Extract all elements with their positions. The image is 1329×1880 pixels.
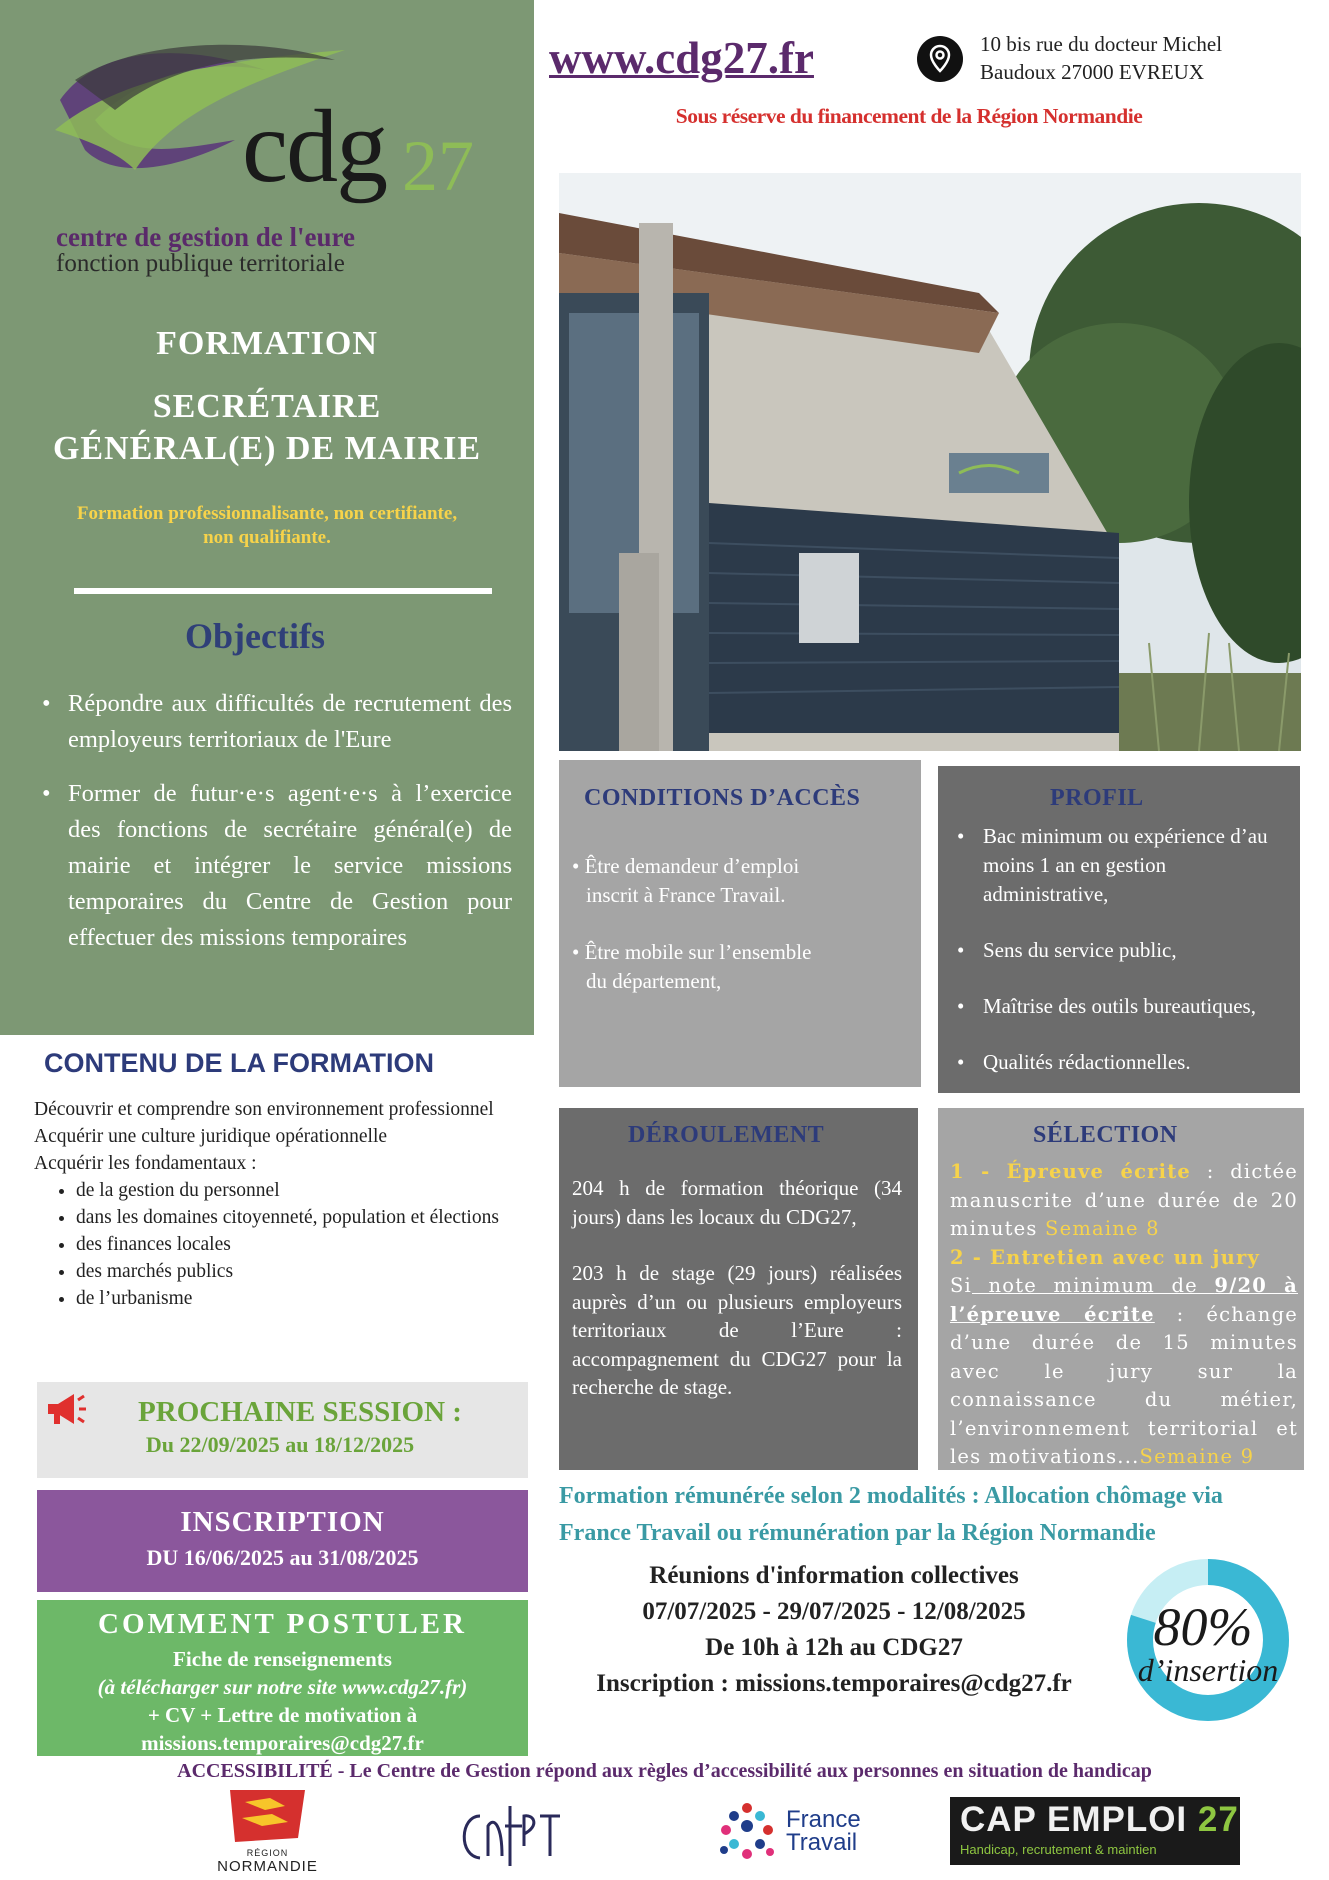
deroulement-heading: DÉROULEMENT bbox=[628, 1122, 825, 1148]
postuler-line: + CV + Lettre de motivation à bbox=[147, 1703, 418, 1727]
normandie-logo-small-text: RÉGION bbox=[246, 1848, 289, 1858]
profil-item: • Sens du service public, bbox=[955, 936, 1295, 965]
step-1-text: : dictée manuscrite d’une durée de 20 minutes bbox=[950, 1160, 1298, 1240]
divider bbox=[74, 588, 492, 594]
accessibility-label: ACCESSIBILITÉ bbox=[177, 1760, 333, 1782]
list-item: • de la gestion du personnel bbox=[76, 1177, 526, 1204]
cap-emploi-number: 27 bbox=[1197, 1800, 1239, 1839]
reunions-title: Réunions d'information collectives bbox=[649, 1562, 1019, 1589]
contenu-body bbox=[34, 1096, 526, 1312]
profil-list bbox=[955, 822, 1295, 1104]
location-pin-icon bbox=[917, 36, 963, 82]
step-2-label: 2 - Entretien avec un jury bbox=[950, 1245, 1260, 1269]
objectifs-list-2 bbox=[40, 776, 512, 956]
cap-emploi-text: CAP EMPLOI bbox=[960, 1800, 1188, 1839]
condition-item bbox=[572, 852, 902, 910]
address bbox=[980, 30, 1222, 86]
step-1-label: 1 - Épreuve écrite bbox=[950, 1160, 1192, 1183]
fondamentaux-list bbox=[34, 1177, 526, 1312]
step-2-score: 9/20 à l’épreuve écrite bbox=[950, 1274, 1298, 1326]
selection-step-1 bbox=[950, 1158, 1298, 1244]
subtitle-line-1: Formation professionnalisante, non certifiante, bbox=[76, 503, 458, 524]
condition-line: • Être mobile sur l’ensemble bbox=[572, 940, 812, 964]
postuler-line: Fiche de renseignements bbox=[173, 1647, 392, 1671]
list-item: • des finances locales bbox=[76, 1231, 526, 1258]
page-title-line-2: GÉNÉRAL(E) DE MAIRIE bbox=[52, 430, 482, 467]
postuler-email-link[interactable]: missions.temporaires@cdg27.fr bbox=[141, 1731, 424, 1755]
contenu-line: Découvrir et comprendre son environnement professionnel bbox=[34, 1099, 494, 1120]
cnfpt-logo-icon bbox=[450, 1786, 570, 1876]
contenu-line: Acquérir les fondamentaux : bbox=[34, 1153, 257, 1174]
selection-step-2 bbox=[950, 1244, 1298, 1273]
logo-subtitle-1: centre de gestion de l'eure bbox=[56, 222, 355, 252]
objectifs-heading: Objectifs bbox=[185, 616, 325, 656]
building-photo bbox=[559, 173, 1301, 751]
condition-line: inscrit à France Travail. bbox=[586, 883, 786, 907]
cap-emploi-title bbox=[960, 1800, 1239, 1840]
condition-line: du département, bbox=[586, 969, 722, 993]
conditions-heading: CONDITIONS D’ACCÈS bbox=[584, 785, 861, 811]
insertion-percent: 80% bbox=[1153, 1597, 1253, 1657]
selection-step-2-detail bbox=[950, 1272, 1298, 1472]
list-item: • de l’urbanisme bbox=[76, 1285, 526, 1312]
reunions-info bbox=[549, 1558, 1119, 1702]
inscription-dates: DU 16/06/2025 au 31/08/2025 bbox=[146, 1545, 419, 1570]
conditions-list bbox=[572, 852, 902, 1024]
ft-line-1: France bbox=[786, 1806, 861, 1833]
selection-heading: SÉLECTION bbox=[1033, 1122, 1178, 1148]
selection-text bbox=[950, 1158, 1298, 1472]
accessibility-note bbox=[0, 1760, 1329, 1783]
reunions-hours: De 10h à 12h au CDG27 bbox=[705, 1634, 963, 1661]
formation-subtitle bbox=[30, 502, 504, 550]
funding-note: Sous réserve du financement de la Région Normandie bbox=[675, 104, 1143, 128]
formation-label: FORMATION bbox=[156, 325, 378, 362]
list-item: • dans les domaines citoyenneté, population et élections bbox=[76, 1204, 526, 1231]
profil-item: • Bac minimum ou expérience d’au moins 1 an en gestion administrative, bbox=[955, 822, 1295, 909]
list-item: • des marchés publics bbox=[76, 1258, 526, 1285]
objectifs-list-1 bbox=[40, 686, 512, 758]
deroulement-text bbox=[572, 1174, 902, 1430]
remuneration-note: Formation rémunérée selon 2 modalités : Allocation chômage via France Travail ou rémunération par la Région Normandie bbox=[559, 1483, 1223, 1546]
address-line-2: Baudoux 27000 EVREUX bbox=[980, 60, 1204, 84]
postuler-label: COMMENT POSTULER bbox=[98, 1608, 467, 1640]
inscription-label: INSCRIPTION bbox=[180, 1506, 385, 1538]
profil-item: • Maîtrise des outils bureautiques, bbox=[955, 992, 1295, 1021]
page-title-line-1: SECRÉTAIRE bbox=[152, 388, 382, 425]
contenu-heading: CONTENU DE LA FORMATION bbox=[44, 1048, 434, 1078]
step-2-week: Semaine 9 bbox=[1139, 1445, 1255, 1468]
profil-heading: PROFIL bbox=[1050, 785, 1144, 811]
address-line-1: 10 bis rue du docteur Michel bbox=[980, 32, 1223, 56]
objectif-item: • Former de futur·e·s agent·e·s à l’exercice des fonctions de secrétaire général(e) de mairie et intégrer le service missions temporaires du Centre de Gestion pour effectuer des missions temporaires bbox=[40, 776, 512, 956]
postuler-text bbox=[47, 1645, 518, 1757]
france-travail-logo-text bbox=[786, 1808, 861, 1854]
ft-line-2: Travail bbox=[786, 1829, 858, 1856]
contenu-line: Acquérir une culture juridique opérationnelle bbox=[34, 1126, 388, 1147]
subtitle-line-2: non qualifiante. bbox=[203, 527, 331, 548]
accessibility-text: - Le Centre de Gestion répond aux règles d’accessibilité aux personnes en situation de handicap bbox=[332, 1760, 1152, 1782]
session-dates: Du 22/09/2025 au 18/12/2025 bbox=[145, 1432, 415, 1457]
step-2-text: : échange d’une durée de 15 minutes avec le jury sur la connaissance du métier, l’environnement territorial et les motivations... bbox=[950, 1302, 1298, 1468]
logo-number: 27 bbox=[402, 126, 474, 206]
deroulement-para: 203 h de stage (29 jours) réalisées auprès d’un ou plusieurs employeurs territoriaux de l’Eure : accompagnement du CDG27 pour la recherche de stage. bbox=[572, 1261, 902, 1399]
step-1-week: Semaine 8 bbox=[1045, 1217, 1160, 1240]
cap-emploi-subtitle: Handicap, recrutement & maintien bbox=[960, 1842, 1157, 1857]
profil-item: • Qualités rédactionnelles. bbox=[955, 1048, 1295, 1077]
step-2-si: Si bbox=[950, 1274, 972, 1297]
reunions-contact-link[interactable]: Inscription : missions.temporaires@cdg27.fr bbox=[596, 1670, 1072, 1697]
insertion-label: d’insertion bbox=[1137, 1652, 1279, 1688]
normandie-logo-text: NORMANDIE bbox=[217, 1858, 318, 1875]
logo-cdg-text: cdg bbox=[242, 89, 387, 204]
reunions-dates: 07/07/2025 - 29/07/2025 - 12/08/2025 bbox=[642, 1598, 1026, 1625]
postuler-download-link[interactable]: (à télécharger sur notre site www.cdg27.fr) bbox=[97, 1675, 468, 1699]
step-2-note: note minimum de bbox=[972, 1274, 1215, 1297]
france-travail-logo-icon bbox=[716, 1800, 778, 1864]
website-link[interactable]: www.cdg27.fr bbox=[549, 33, 814, 83]
condition-line: • Être demandeur d’emploi bbox=[572, 854, 800, 878]
objectif-item: • Répondre aux difficultés de recrutement des employeurs territoriaux de l'Eure bbox=[40, 686, 512, 758]
condition-item bbox=[572, 938, 902, 996]
deroulement-para: 204 h de formation théorique (34 jours) dans les locaux du CDG27, bbox=[572, 1176, 902, 1229]
session-label: PROCHAINE SESSION : bbox=[138, 1396, 462, 1428]
logo-subtitle-2: fonction publique territoriale bbox=[56, 250, 345, 277]
